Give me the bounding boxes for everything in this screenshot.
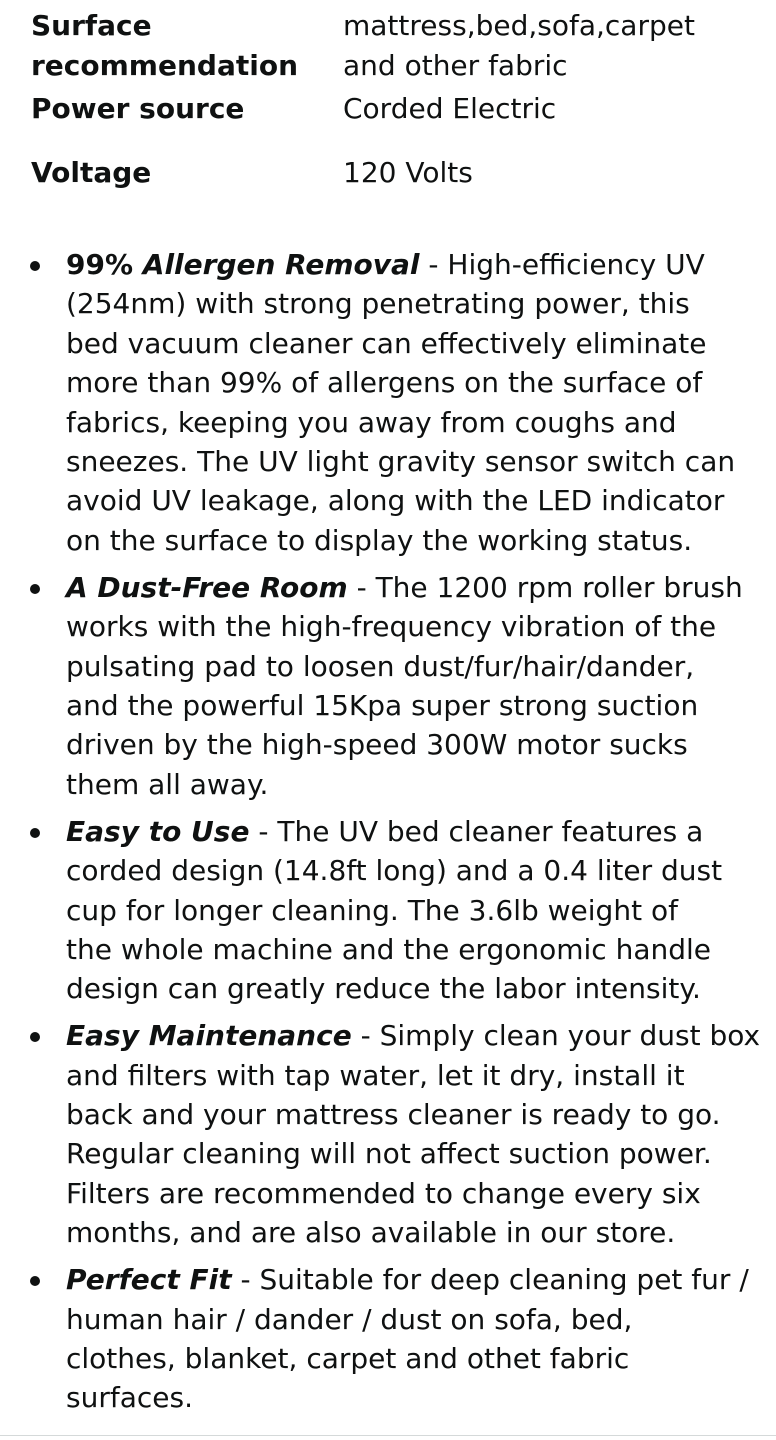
bullet-title-emphasis: A Dust-Free Room — [66, 570, 348, 604]
bullet-text-line: avoid UV leakage, along with the LED indicator — [66, 484, 725, 518]
spec-key-line: Surface — [31, 9, 152, 42]
section-divider — [0, 1435, 776, 1436]
bullet-text-line: back and your mattress cleaner is ready to go. — [66, 1098, 721, 1132]
bullet-text-line: Regular cleaning will not affect suction power. — [66, 1137, 712, 1171]
bullet-text: - The UV bed cleaner features a — [249, 814, 704, 848]
bullet-dot-icon — [30, 1276, 40, 1286]
spec-key — [31, 153, 343, 193]
bullet-text-line: on the surface to display the working status. — [66, 523, 693, 557]
spec-key-line: recommendation — [31, 49, 298, 82]
spec-value-line: and other fabric — [343, 49, 568, 82]
bullet-text-line: them all away. — [66, 767, 269, 801]
bullet-dot-icon — [30, 584, 40, 594]
spec-row-power-source — [31, 89, 751, 153]
feature-bullet-list — [30, 245, 761, 1425]
bullet-text-line: clothes, blanket, carpet and othet fabric — [66, 1341, 630, 1375]
bullet-dot-icon — [30, 828, 40, 838]
feature-bullet-easy-maintenance — [30, 1016, 761, 1252]
bullet-text-line: pulsating pad to loosen dust/fur/hair/dander, — [66, 649, 695, 683]
bullet-text-line: human hair / dander / dust on sofa, bed, — [66, 1302, 633, 1336]
bullet-text-line: fabrics, keeping you away from coughs and — [66, 405, 677, 439]
bullet-dot-icon — [30, 1032, 40, 1042]
product-specs-table — [31, 6, 751, 193]
feature-bullet-dust-free-room — [30, 568, 750, 804]
bullet-text-line: and the powerful 15Kpa super strong suction — [66, 688, 699, 722]
bullet-text: - Simply clean your dust box — [351, 1019, 761, 1053]
spec-value-line: mattress,bed,sofa,carpet — [343, 9, 695, 42]
bullet-first-line — [66, 812, 750, 851]
bullet-text-line: and filters with tap water, let it dry, install it — [66, 1058, 685, 1092]
bullet-text-line: driven by the high-speed 300W motor sucks — [66, 728, 688, 762]
bullet-title-emphasis: Easy to Use — [66, 814, 250, 848]
bullet-title — [66, 1019, 352, 1052]
feature-bullet-allergen-removal — [30, 245, 750, 560]
feature-bullet-easy-to-use — [30, 812, 750, 1009]
bullet-text-line: sneezes. The UV light gravity sensor switch can — [66, 445, 736, 479]
bullet-text-line: surfaces. — [66, 1381, 193, 1415]
bullet-text-line: design can greatly reduce the labor intensity. — [66, 972, 701, 1006]
spec-key — [31, 6, 343, 86]
spec-key-line: Voltage — [31, 156, 152, 189]
feature-bullet-perfect-fit — [30, 1260, 750, 1418]
bullet-dot-icon — [30, 261, 40, 271]
bullet-text-line: months, and are also available in our store. — [66, 1216, 676, 1250]
bullet-text-line: the whole machine and the ergonomic handle — [66, 932, 711, 966]
bullet-title — [66, 815, 249, 848]
bullet-text-line: Filters are recommended to change every six — [66, 1176, 701, 1210]
spec-row-surface-recommendation — [31, 6, 751, 89]
bullet-title — [66, 248, 419, 281]
spec-value — [343, 89, 556, 129]
spec-key-line: Power source — [31, 92, 245, 125]
bullet-text: - Suitable for deep cleaning pet fur / — [231, 1263, 749, 1297]
bullet-first-line — [66, 568, 750, 607]
bullet-text: - High-efficiency UV — [419, 248, 705, 281]
bullet-text-line: bed vacuum cleaner can effectively eliminate — [66, 326, 707, 360]
spec-value — [343, 153, 473, 193]
spec-row-voltage — [31, 153, 751, 193]
bullet-text-line: corded design (14.8ft long) and a 0.4 liter dust — [66, 854, 723, 888]
bullet-text: - The 1200 rpm roller brush — [347, 570, 743, 604]
spec-value — [343, 6, 695, 86]
bullet-title-emphasis: Allergen Removal — [142, 248, 420, 281]
bullet-title-emphasis: Perfect Fit — [66, 1263, 232, 1297]
bullet-title — [66, 1263, 232, 1296]
bullet-text-line: cup for longer cleaning. The 3.6lb weight of — [66, 893, 678, 927]
bullet-text-line: works with the high-frequency vibration of the — [66, 610, 717, 644]
spec-value-line: 120 Volts — [343, 156, 473, 189]
bullet-first-line — [66, 1016, 761, 1055]
bullet-title-emphasis: Easy Maintenance — [66, 1019, 352, 1053]
bullet-first-line — [66, 1260, 750, 1299]
spec-key — [31, 89, 343, 129]
bullet-text-line: more than 99% of allergens on the surface of — [66, 366, 703, 400]
bullet-text-line: (254nm) with strong penetrating power, this — [66, 287, 690, 321]
spec-value-line: Corded Electric — [343, 92, 557, 125]
bullet-first-line — [66, 245, 750, 284]
bullet-title — [66, 571, 348, 604]
bullet-title-prefix: 99% — [66, 248, 134, 281]
